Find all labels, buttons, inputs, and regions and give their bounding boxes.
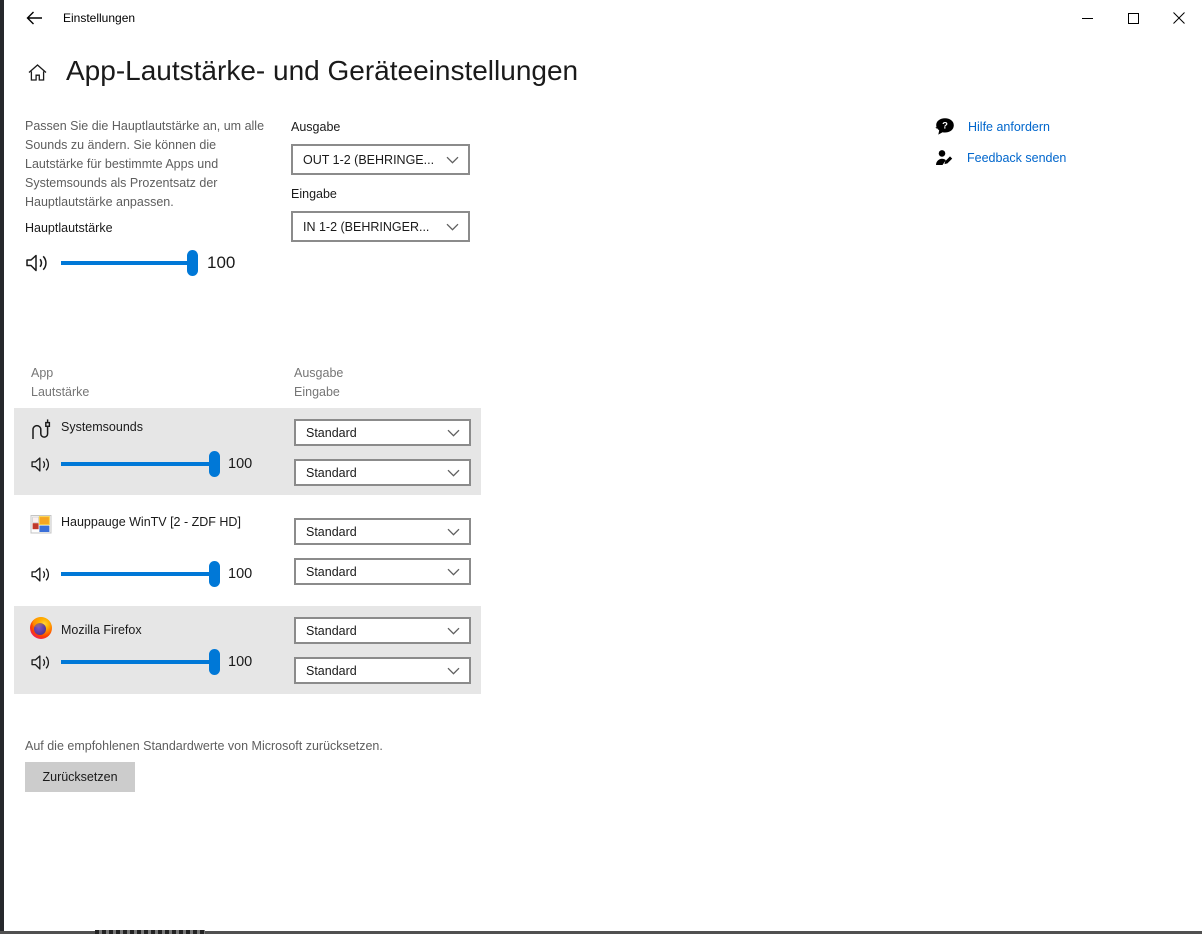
app-volume-slider[interactable]: [61, 560, 215, 588]
app-input-select[interactable]: [294, 657, 471, 684]
app-input-select[interactable]: [294, 459, 471, 486]
app-name: Hauppauge WinTV [2 - ZDF HD]: [61, 515, 241, 529]
maximize-icon: [1128, 13, 1139, 24]
app-name: Mozilla Firefox: [61, 623, 142, 637]
get-help-link[interactable]: [934, 117, 1050, 136]
back-icon: [26, 11, 43, 25]
app-input-value: Standard: [306, 663, 357, 678]
app-input-select[interactable]: [294, 558, 471, 585]
slider-track[interactable]: [61, 462, 215, 466]
back-button[interactable]: [14, 0, 54, 36]
app-volume-row: [30, 648, 252, 676]
header-volume: Lautstärke: [31, 385, 90, 399]
app-volume-slider[interactable]: [61, 648, 215, 676]
send-feedback-link[interactable]: [935, 148, 1066, 167]
app-identity: [30, 513, 256, 535]
slider-track[interactable]: [61, 261, 193, 265]
slider-track[interactable]: [61, 660, 215, 664]
app-volume-value: 100: [228, 654, 253, 670]
app-output-select[interactable]: [294, 419, 471, 446]
app-row-hauppauge-wintv: [14, 495, 481, 606]
speaker-icon: [25, 252, 52, 274]
chevron-down-icon: [447, 469, 460, 477]
list-header-app-volume: [31, 364, 89, 402]
app-output-select[interactable]: [294, 617, 471, 644]
input-device-label: Eingabe: [291, 187, 337, 201]
slider-thumb[interactable]: [187, 250, 198, 276]
app-volume-slider[interactable]: [61, 450, 215, 478]
app-identity: [30, 418, 256, 442]
slider-thumb[interactable]: [209, 561, 220, 587]
app-identity: [30, 617, 256, 639]
app-volume-row: [30, 560, 252, 588]
wintv-icon: [30, 513, 52, 535]
input-device-value: IN 1-2 (BEHRINGER...: [303, 219, 430, 234]
app-output-select[interactable]: [294, 518, 471, 545]
chevron-down-icon: [447, 568, 460, 576]
app-volume-value: 100: [228, 456, 253, 472]
window-title: Einstellungen: [63, 11, 136, 25]
feedback-person-icon: [935, 148, 954, 167]
speaker-icon: [30, 653, 54, 672]
chevron-down-icon: [447, 667, 460, 675]
output-device-label: Ausgabe: [291, 120, 341, 134]
master-volume-label: Hauptlautstärke: [25, 221, 113, 235]
chevron-down-icon: [447, 429, 460, 437]
app-output-value: Standard: [306, 425, 357, 440]
master-volume-row: [25, 248, 235, 278]
master-volume-slider[interactable]: [61, 249, 193, 277]
input-device-select[interactable]: [291, 211, 470, 242]
slider-thumb[interactable]: [209, 649, 220, 675]
output-device-value: OUT 1-2 (BEHRINGE...: [303, 152, 435, 167]
app-input-value: Standard: [306, 465, 357, 480]
cable-icon: [30, 418, 52, 442]
speaker-icon: [30, 565, 54, 584]
reset-button[interactable]: Zurücksetzen: [25, 762, 135, 792]
reset-description: Auf die empfohlenen Standardwerte von Microsoft zurücksetzen.: [25, 739, 383, 753]
chevron-down-icon: [447, 528, 460, 536]
list-header-output-input: [294, 364, 343, 402]
maximize-button[interactable]: [1110, 0, 1156, 36]
app-output-value: Standard: [306, 623, 357, 638]
background-window-bottom-detail: [95, 930, 205, 934]
minimize-button[interactable]: [1064, 0, 1110, 36]
output-device-select[interactable]: [291, 144, 470, 175]
app-name: Systemsounds: [61, 420, 143, 434]
slider-thumb[interactable]: [209, 451, 220, 477]
app-input-value: Standard: [306, 564, 357, 579]
master-volume-description: Passen Sie die Hauptlautstärke an, um alle Sounds zu ändern. Sie können die Lautstärke für bestimmte Apps und Systemsounds als Prozentsatz der Hauptlautstärke anpassen.: [25, 119, 265, 209]
background-window-left-edge: [0, 0, 4, 934]
svg-text:?: ?: [942, 120, 948, 132]
firefox-icon: [30, 617, 52, 639]
header-app: App: [31, 366, 54, 380]
master-volume-value: 100: [207, 253, 236, 272]
app-volume-row: [30, 450, 252, 478]
title-bar: [4, 0, 1202, 36]
window-controls: [1064, 0, 1202, 36]
header-input: Eingabe: [294, 385, 340, 399]
home-icon: [28, 64, 47, 81]
chevron-down-icon: [446, 223, 459, 231]
slider-track[interactable]: [61, 572, 215, 576]
close-icon: [1173, 12, 1185, 24]
close-button[interactable]: [1156, 0, 1202, 36]
app-output-value: Standard: [306, 524, 357, 539]
help-bubble-icon: [934, 117, 955, 136]
page-title: App-Lautstärke- und Geräteeinstellungen: [66, 55, 579, 86]
get-help-label: Hilfe anfordern: [968, 119, 1050, 134]
chevron-down-icon: [446, 156, 459, 164]
send-feedback-label: Feedback senden: [967, 150, 1067, 165]
header-output: Ausgabe: [294, 366, 344, 380]
app-row-systemsounds: [14, 408, 481, 495]
app-volume-value: 100: [228, 566, 253, 582]
speaker-icon: [30, 455, 54, 474]
app-row-mozilla-firefox: [14, 606, 481, 694]
chevron-down-icon: [447, 627, 460, 635]
minimize-icon: [1082, 13, 1093, 24]
